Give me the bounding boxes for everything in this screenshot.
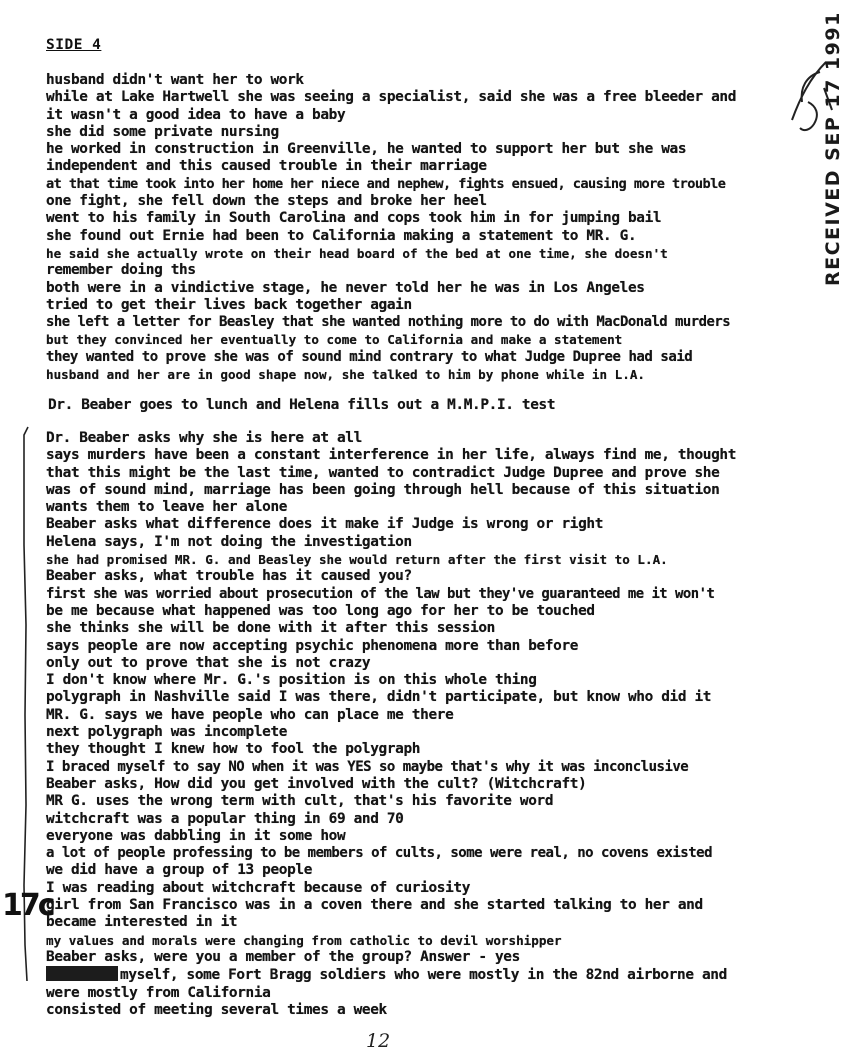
- text-line: became interested in it: [46, 914, 238, 931]
- text-line: says people are now accepting psychic phenomena more than before: [46, 637, 579, 654]
- text-line: I don't know where Mr. G.'s position is on this whole thing: [46, 672, 537, 689]
- text-line: wants them to leave her alone: [46, 499, 288, 516]
- text-line: independent and this caused trouble in their marriage: [46, 158, 487, 175]
- text-line: only out to prove that she is not crazy: [46, 654, 371, 671]
- text-line: they wanted to prove she was of sound mind contrary to what Judge Dupree had said: [46, 348, 693, 365]
- page-number: 12: [366, 1030, 391, 1052]
- received-stamp: RECEIVED SEP 17 1991: [822, 11, 844, 286]
- text-line: I braced myself to say NO when it was YES so maybe that's why it was inconclusive: [46, 758, 689, 775]
- text-line: remember doing ths: [46, 262, 196, 279]
- text-line: Dr. Beaber goes to lunch and Helena fills out a M.M.P.I. test: [48, 397, 556, 413]
- text-line: was of sound mind, marriage has been going through hell because of this situation: [46, 481, 720, 498]
- notes-block-3: [46, 430, 826, 1019]
- text-line: at that time took into her home her niece and nephew, fights ensued, causing more trouble: [46, 175, 726, 192]
- text-line: both were in a vindictive stage, he never told her he was in Los Angeles: [46, 279, 645, 296]
- redaction-bar: [46, 966, 118, 981]
- text-line: went to his family in South Carolina and cops took him in for jumping bail: [46, 210, 662, 227]
- notes-block-1: [46, 72, 826, 383]
- text-line: [46, 966, 826, 984]
- text-line: MR. G. says we have people who can place me there: [46, 706, 454, 723]
- text-line: Beaber asks, what trouble has it caused you?: [46, 568, 412, 585]
- handwritten-margin-mark: 17c: [2, 888, 53, 923]
- text-line: but they convinced her eventually to come to California and make a statement: [46, 332, 623, 348]
- text-line: he said she actually wrote on their head board of the bed at one time, she doesn't: [46, 245, 668, 261]
- text-line: she found out Ernie had been to California making a statement to MR. G.: [46, 227, 637, 244]
- text-line: she thinks she will be done with it after this session: [46, 620, 495, 637]
- text-line: next polygraph was incomplete: [46, 724, 288, 741]
- text-line: husband and her are in good shape now, she talked to him by phone while in L.A.: [46, 367, 645, 383]
- side-header: SIDE 4: [46, 37, 102, 53]
- text-line: Beaber asks, How did you get involved with the cult? (Witchcraft): [46, 775, 587, 792]
- text-line: witchcraft was a popular thing in 69 and 70: [46, 810, 404, 827]
- text-line: he worked in construction in Greenville, he wanted to support her but she was: [46, 141, 687, 158]
- text-line: MR G. uses the wrong term with cult, that's his favorite word: [46, 793, 554, 810]
- text-line: it wasn't a good idea to have a baby: [46, 106, 346, 123]
- text-line-continuation: myself, some Fort Bragg soldiers who were mostly in the 82nd airborne and: [120, 967, 727, 984]
- text-line: a lot of people professing to be members of cults, some were real, no covens existed: [46, 845, 713, 862]
- text-line: were mostly from California: [46, 984, 271, 1001]
- text-line: one fight, she fell down the steps and broke her heel: [46, 193, 487, 210]
- text-line: girl from San Francisco was in a coven there and she started talking to her and: [46, 897, 703, 914]
- text-line: she did some private nursing: [46, 123, 279, 140]
- text-line: Beaber asks what difference does it make if Judge is wrong or right: [46, 516, 604, 533]
- text-line: that this might be the last time, wanted to contradict Judge Dupree and prove she: [46, 464, 720, 481]
- text-line: we did have a group of 13 people: [46, 862, 313, 879]
- text-line: be me because what happened was too long ago for her to be touched: [46, 602, 595, 619]
- text-line: husband didn't want her to work: [46, 72, 304, 88]
- text-line: they thought I knew how to fool the polygraph: [46, 741, 421, 758]
- text-line: says murders have been a constant interference in her life, always find me, thought: [46, 447, 737, 464]
- text-line: consisted of meeting several times a week: [46, 1001, 387, 1018]
- text-line: polygraph in Nashville said I was there, didn't participate, but know who did it: [46, 689, 712, 706]
- text-line: Beaber asks, were you a member of the group? Answer - yes: [46, 948, 520, 965]
- text-line: she had promised MR. G. and Beasley she would return after the first visit to L.A.: [46, 552, 668, 568]
- text-line: while at Lake Hartwell she was seeing a specialist, said she was a free bleeder and: [46, 89, 737, 106]
- text-line: Helena says, I'm not doing the investigation: [46, 533, 412, 550]
- text-line: first she was worried about prosecution of the law but they've guaranteed me it won't: [46, 585, 715, 602]
- text-line: Dr. Beaber asks why she is here at all: [46, 430, 362, 446]
- notes-block-2: [46, 397, 826, 414]
- text-line: she left a letter for Beasley that she wanted nothing more to do with MacDonald murders: [46, 314, 731, 331]
- text-line: tried to get their lives back together again: [46, 296, 412, 313]
- text-line: my values and morals were changing from catholic to devil worshipper: [46, 932, 562, 948]
- text-line: I was reading about witchcraft because of curiosity: [46, 879, 471, 896]
- text-line: everyone was dabbling in it some how: [46, 827, 346, 844]
